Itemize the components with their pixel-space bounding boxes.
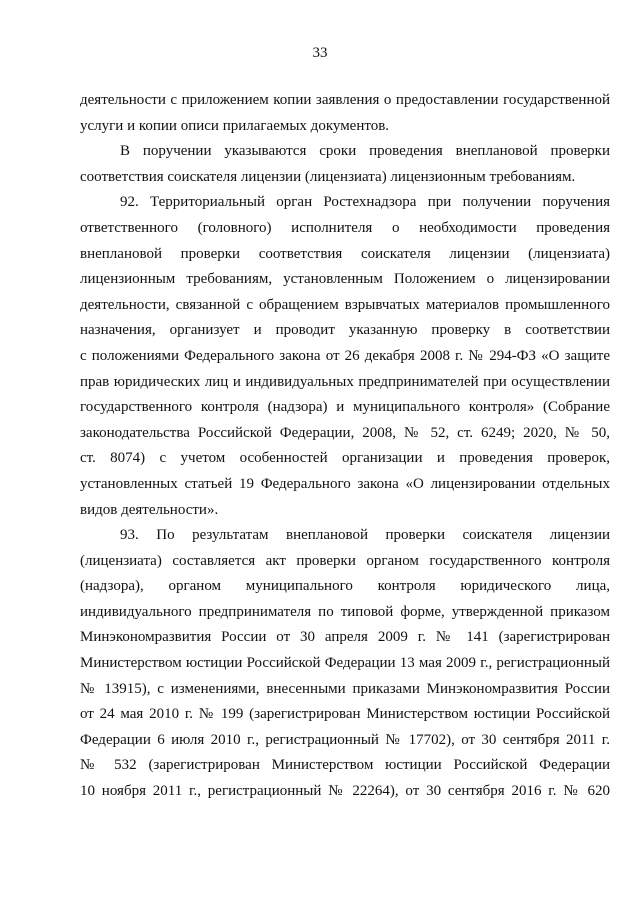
text-line: индивидуального предпринимателя по типовой форме, утвержденной приказом bbox=[80, 603, 610, 620]
text-line: (надзора), органом муниципального контроля юридического лица, bbox=[80, 578, 610, 595]
text-line: Минэкономразвития России от 30 апреля 2009 г. № 141 (зарегистрирован bbox=[80, 629, 610, 646]
text-line: законодательства Российской Федерации, 2008, № 52, ст. 6249; 2020, № 50, bbox=[80, 424, 610, 441]
text-line: прав юридических лиц и индивидуальных предпринимателей при осуществлении bbox=[80, 373, 610, 390]
text-line: деятельности, связанной с обращением взрывчатых материалов промышленного bbox=[80, 296, 610, 313]
text-line: деятельности с приложением копии заявления о предоставлении государственной bbox=[80, 92, 610, 108]
text-line: установленных статьей 19 Федерального закона «О лицензировании отдельных bbox=[80, 475, 610, 492]
text-line: 93. По результатам внеплановой проверки соискателя лицензии bbox=[120, 527, 610, 544]
page-number: 33 bbox=[312, 45, 328, 61]
text-line: с положениями Федерального закона от 26 декабря 2008 г. № 294-ФЗ «О защите bbox=[80, 347, 610, 364]
body-text bbox=[80, 88, 610, 805]
text-line: от 24 мая 2010 г. № 199 (зарегистрирован Министерством юстиции Российской bbox=[80, 706, 610, 723]
text-line: внеплановой проверки соответствия соискателя лицензии (лицензиата) bbox=[80, 245, 610, 262]
text-line: В поручении указываются сроки проведения внеплановой проверки bbox=[120, 143, 610, 160]
text-line: 10 ноября 2011 г., регистрационный № 22264), от 30 сентября 2016 г. № 620 bbox=[80, 783, 610, 800]
text-line: услуги и копии описи прилагаемых документов. bbox=[80, 117, 390, 134]
text-line: назначения, организует и проводит указанную проверку в соответствии bbox=[80, 322, 610, 339]
text-line: ст. 8074) с учетом особенностей организации и проведения проверок, bbox=[80, 450, 610, 467]
text-line: лицензионным требованиям, установленным Положением о лицензировании bbox=[80, 271, 610, 288]
text-line: Министерством юстиции Российской Федерации 13 мая 2009 г., регистрационный bbox=[80, 655, 610, 672]
text-line: № 532 (зарегистрирован Министерством юстиции Российской Федерации bbox=[80, 757, 610, 774]
text-line: Федерации 6 июля 2010 г., регистрационный № 17702), от 30 сентября 2011 г. bbox=[80, 731, 610, 748]
text-line: видов деятельности». bbox=[80, 501, 219, 518]
text-line: 92. Территориальный орган Ростехнадзора при получении поручения bbox=[120, 194, 610, 211]
text-line: № 13915), с изменениями, внесенными приказами Минэкономразвития России bbox=[80, 680, 610, 697]
text-line: (лицензиата) составляется акт проверки органом государственного контроля bbox=[80, 552, 610, 569]
text-line: ответственного (головного) исполнителя о необходимости проведения bbox=[80, 219, 610, 236]
text-line: государственного контроля (надзора) и муниципального контроля» (Собрание bbox=[80, 399, 610, 416]
text-line: соответствия соискателя лицензии (лицензиата) лицензионным требованиям. bbox=[80, 168, 576, 185]
